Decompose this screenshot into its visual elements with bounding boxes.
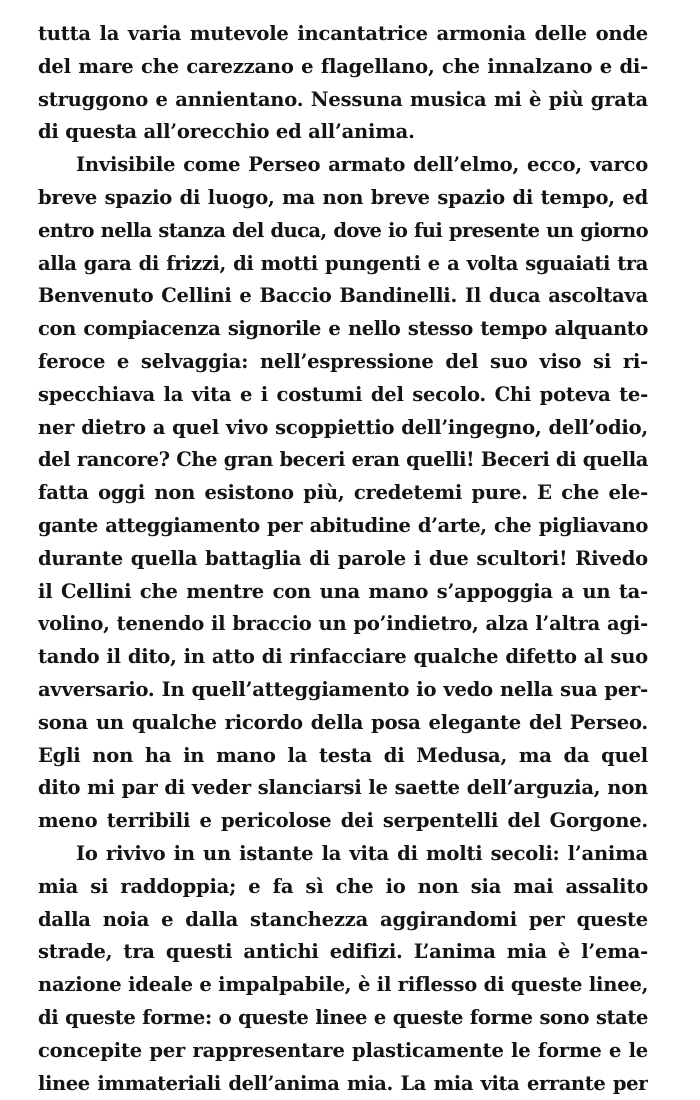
text-line: ner dietro a quel vivo scoppiettio dell’ingegno, dell’odio, — [38, 412, 648, 445]
text-line: meno terribili e pericolose dei serpentelli del Gorgone. — [38, 805, 648, 838]
text-line: del rancore? Che gran beceri eran quelli! Beceri di quella — [38, 444, 648, 477]
text-line: strade, tra questi antichi edifizi. L’anima mia è l’ema- — [38, 936, 648, 969]
text-line: linee immateriali dell’anima mia. La mia vita errante per — [38, 1068, 648, 1100]
page-body-text — [38, 18, 648, 1100]
text-line: alla gara di frizzi, di motti pungenti e a volta sguaiati tra — [38, 248, 648, 281]
text-line: mia si raddoppia; e fa sì che io non sia mai assalito — [38, 871, 648, 904]
text-line: breve spazio di luogo, ma non breve spazio di tempo, ed — [38, 182, 648, 215]
paragraph — [38, 18, 648, 149]
text-line: Egli non ha in mano la testa di Medusa, ma da quel — [38, 740, 648, 773]
text-line: tutta la varia mutevole incantatrice armonia delle onde — [38, 18, 648, 51]
text-line: avversario. In quell’atteggiamento io vedo nella sua per- — [38, 674, 648, 707]
text-line: nazione ideale e impalpabile, è il riflesso di queste linee, — [38, 969, 648, 1002]
text-line: Benvenuto Cellini e Baccio Bandinelli. Il duca ascoltava — [38, 280, 648, 313]
text-line: gante atteggiamento per abitudine d’arte, che pigliavano — [38, 510, 648, 543]
text-line: Io rivivo in un istante la vita di molti secoli: l’anima — [38, 838, 648, 871]
text-line: struggono e annientano. Nessuna musica mi è più grata — [38, 84, 648, 117]
text-line: volino, tenendo il braccio un po’indietro, alza l’altra agi- — [38, 608, 648, 641]
text-line: tando il dito, in atto di rinfacciare qualche difetto al suo — [38, 641, 648, 674]
text-line: entro nella stanza del duca, dove io fui presente un giorno — [38, 215, 648, 248]
text-line: con compiacenza signorile e nello stesso tempo alquanto — [38, 313, 648, 346]
text-line: di questa all’orecchio ed all’anima. — [38, 116, 648, 149]
text-line: fatta oggi non esistono più, credetemi pure. E che ele- — [38, 477, 648, 510]
text-line: specchiava la vita e i costumi del secolo. Chi poteva te- — [38, 379, 648, 412]
text-line: il Cellini che mentre con una mano s’appoggia a un ta- — [38, 576, 648, 609]
text-line: dito mi par di veder slanciarsi le saette dell’arguzia, non — [38, 772, 648, 805]
text-line: concepite per rappresentare plasticamente le forme e le — [38, 1035, 648, 1068]
text-line: del mare che carezzano e flagellano, che innalzano e di- — [38, 51, 648, 84]
text-line: di queste forme: o queste linee e queste forme sono state — [38, 1002, 648, 1035]
paragraph — [38, 149, 648, 838]
text-line: dalla noia e dalla stanchezza aggirandomi per queste — [38, 904, 648, 937]
text-line: sona un qualche ricordo della posa elegante del Perseo. — [38, 707, 648, 740]
paragraph — [38, 838, 648, 1100]
text-line: Invisibile come Perseo armato dell’elmo, ecco, varco — [38, 149, 648, 182]
text-line: durante quella battaglia di parole i due scultori! Rivedo — [38, 543, 648, 576]
text-line: feroce e selvaggia: nell’espressione del suo viso si ri- — [38, 346, 648, 379]
